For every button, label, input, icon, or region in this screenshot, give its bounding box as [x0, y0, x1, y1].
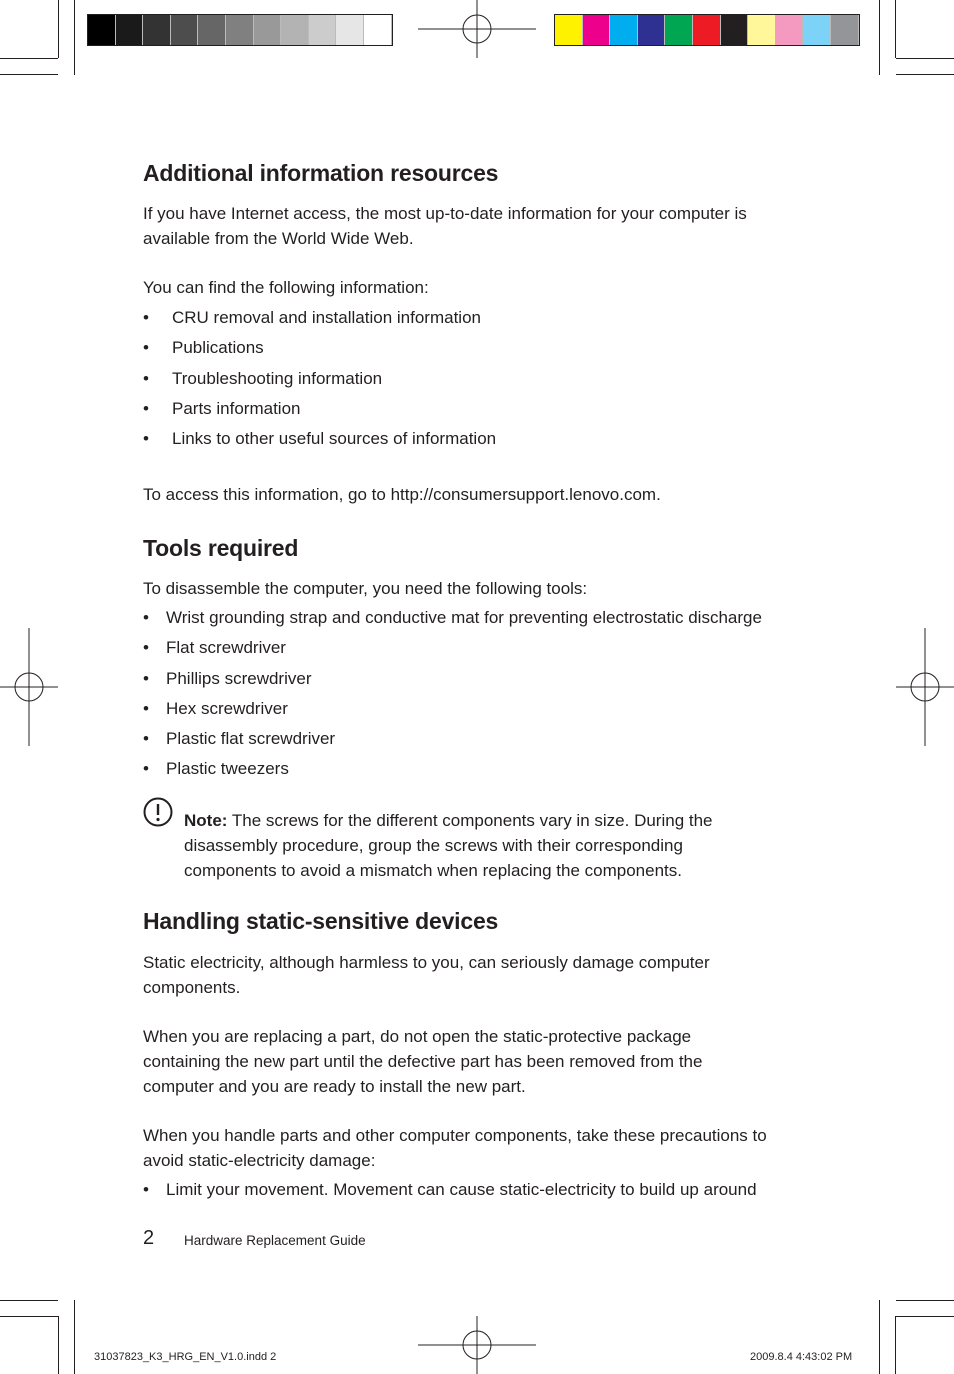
- registration-mark-right: [894, 628, 954, 746]
- note-block: [184, 808, 784, 883]
- note-label: Note:: [184, 811, 228, 830]
- section-title-additional-information: Additional information resources: [143, 160, 499, 186]
- gray-swatch: [116, 15, 144, 45]
- color-swatch: [638, 15, 666, 45]
- list-item: • CRU removal and installation information: [143, 308, 481, 327]
- list-item: • Links to other useful sources of information: [143, 429, 497, 449]
- registration-mark-left: [0, 628, 60, 746]
- note-line-1: The screws for the different components vary in size. During the: [227, 811, 713, 830]
- list-item: • Plastic tweezers: [143, 759, 289, 779]
- color-swatch: [748, 15, 776, 45]
- note-line-2: disassembly procedure, group the screws with their corresponding: [184, 836, 683, 855]
- print-timestamp: 2009.8.4 4:43:02 PM: [750, 1351, 853, 1363]
- list-item: • Plastic flat screwdriver: [143, 729, 336, 749]
- gray-swatch: [226, 15, 254, 45]
- color-swatch: [721, 15, 749, 45]
- list-item: • Limit your movement. Movement can cause static-electricity to build up around: [143, 1180, 757, 1199]
- list-item: • Publications: [143, 338, 264, 358]
- precautions-list: [143, 1179, 757, 1209]
- color-swatch: [583, 15, 611, 45]
- list-item: • Flat screwdriver: [143, 638, 286, 658]
- gray-swatch: [143, 15, 171, 45]
- page-number: 2: [143, 1227, 155, 1249]
- tools-list: [143, 607, 762, 789]
- gray-swatch: [281, 15, 309, 45]
- section-title-static-sensitive: Handling static-sensitive devices: [143, 908, 499, 934]
- color-swatch: [803, 15, 831, 45]
- gray-swatch: [254, 15, 282, 45]
- list-item: • Phillips screwdriver: [143, 668, 312, 688]
- section3-paragraph-3: When you handle parts and other computer components, take these precautions to avoid static-electricity damage:: [143, 1126, 767, 1170]
- registration-mark-bottom: [418, 1314, 536, 1374]
- list-item: • Troubleshooting information: [143, 368, 383, 388]
- list-item: • Parts information: [143, 398, 301, 418]
- gray-swatch: [88, 15, 116, 45]
- color-swatch: [610, 15, 638, 45]
- gray-swatch: [364, 15, 392, 45]
- gray-swatch: [336, 15, 364, 45]
- section3-paragraph-2: When you are replacing a part, do not open the static-protective package containing the new part until the defective part has been removed from the computer and you are ready to install the new part.: [143, 1027, 703, 1096]
- gray-swatch: [198, 15, 226, 45]
- color-swatch: [831, 15, 859, 45]
- list-item: • Wrist grounding strap and conductive mat for preventing electrostatic discharge: [143, 608, 762, 627]
- list-item: • Hex screwdriver: [143, 698, 288, 718]
- color-swatch: [555, 15, 583, 45]
- gray-swatch: [309, 15, 337, 45]
- process-color-bar: [554, 14, 860, 46]
- color-swatch: [665, 15, 693, 45]
- grayscale-color-bar: [87, 14, 393, 46]
- exclamation-icon: [143, 797, 173, 827]
- color-swatch: [693, 15, 721, 45]
- guide-title: Hardware Replacement Guide: [184, 1233, 366, 1248]
- note-line-3: components to avoid a mismatch when replacing the components.: [184, 861, 682, 880]
- section-title-tools-required: Tools required: [143, 535, 299, 561]
- color-swatch: [776, 15, 804, 45]
- section3-paragraph-1: Static electricity, although harmless to you, can seriously damage computer components.: [143, 953, 710, 997]
- information-list: [143, 307, 496, 458]
- gray-swatch: [171, 15, 199, 45]
- registration-mark-top: [418, 0, 536, 60]
- section1-access-url: To access this information, go to http://consumersupport.lenovo.com.: [143, 485, 661, 504]
- section2-lead: To disassemble the computer, you need the following tools:: [143, 579, 588, 598]
- section1-intro: If you have Internet access, the most up-to-date information for your computer is available from the World Wide Web.: [143, 204, 747, 248]
- file-info: 31037823_K3_HRG_EN_V1.0.indd 2: [94, 1351, 277, 1363]
- section1-lead: You can find the following information:: [143, 278, 429, 297]
